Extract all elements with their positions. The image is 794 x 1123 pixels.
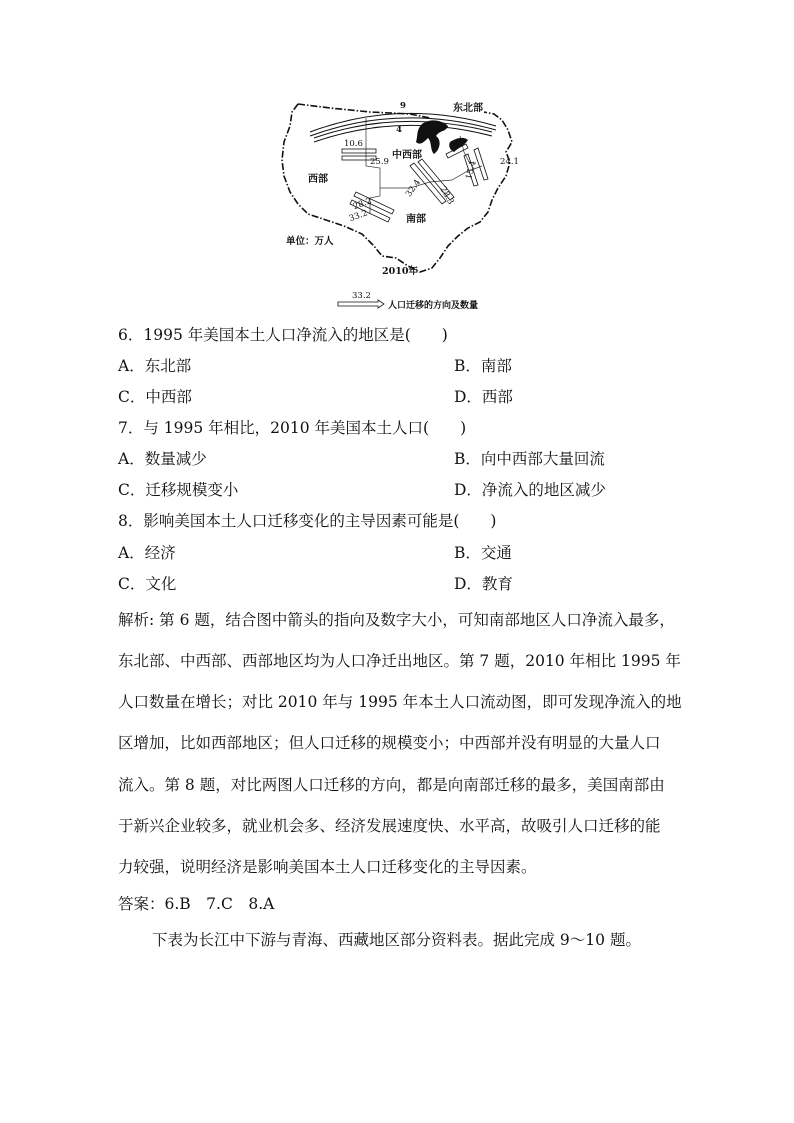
- value-32-4: 32.4: [403, 177, 424, 199]
- question-6-option-b: B．南部: [454, 357, 512, 375]
- intro-line: 下表为长江中下游与青海、西藏地区部分资料表。据此完成 9～10 题。: [152, 931, 641, 949]
- question-8-option-c: C．文化: [118, 575, 177, 593]
- value-25-9: 25.9: [370, 157, 389, 167]
- analysis-line-5: 流入。第 8 题，对比两图人口迁移的方向，都是向南部迁移的最多，美国南部由: [118, 776, 665, 794]
- question-8-stem: 8．影响美国本土人口迁移变化的主导因素可能是( ): [118, 512, 497, 530]
- region-label-northeast: 东北部: [453, 103, 483, 114]
- value-10-6: 10.6: [344, 139, 363, 149]
- analysis-line-1: 解析: 第 6 题，结合图中箭头的指向及数字大小，可知南部地区人口净流入最多，: [118, 611, 675, 629]
- value-28-2: 28.2: [351, 196, 374, 213]
- value-28-3: 28.3: [437, 185, 456, 207]
- value-24-1: 24.1: [500, 157, 519, 167]
- value-33-2: 33.2: [347, 208, 370, 225]
- value-4: 4: [396, 125, 402, 135]
- unit-label: 单位：万人: [286, 236, 334, 247]
- great-lakes-east: [449, 138, 468, 152]
- question-6-option-a: A．东北部: [118, 357, 192, 375]
- arrow-west-midwest-1: [342, 149, 376, 153]
- question-7-option-a: A．数量减少: [118, 450, 207, 468]
- legend-text: 人口迁移的方向及数量: [388, 301, 479, 311]
- migration-map-figure: [270, 96, 530, 314]
- question-7-stem: 7．与 1995 年相比，2010 年美国本土人口( ): [118, 419, 467, 437]
- answer-line: 答案：6.B 7.C 8.A: [118, 895, 275, 913]
- question-7-option-d: D．净流入的地区减少: [454, 481, 606, 499]
- year-label: 2010年: [382, 266, 418, 277]
- us-north-border: [298, 104, 430, 118]
- analysis-line-2: 东北部、中西部、西部地区均为人口净迁出地区。第 7 题，2010 年相比 1995 年: [118, 652, 681, 670]
- legend-value: 33.2: [352, 291, 371, 301]
- legend-arrow: [338, 300, 384, 308]
- question-8-option-b: B．交通: [454, 544, 512, 562]
- value-15-4: 15.4: [464, 159, 479, 181]
- question-6-option-c: C．中西部: [118, 388, 192, 406]
- region-label-south: 南部: [406, 214, 426, 225]
- question-7-option-c: C．迁移规模变小: [118, 481, 239, 499]
- question-7-option-b: B．向中西部大量回流: [454, 450, 605, 468]
- question-6-stem: 6．1995 年美国本土人口净流入的地区是( ): [118, 326, 448, 344]
- region-label-midwest: 中西部: [392, 150, 422, 161]
- analysis-line-3: 人口数量在增长；对比 2010 年与 1995 年本土人口流动图，即可发现净流入的地: [118, 693, 682, 711]
- question-6-option-d: D．西部: [454, 388, 513, 406]
- analysis-line-4: 区增加，比如西部地区；但人口迁移的规模变小；中西部并没有明显的大量人口: [118, 734, 661, 752]
- analysis-line-6: 于新兴企业较多，就业机会多、经济发展速度快、水平高，故吸引人口迁移的能: [118, 817, 661, 835]
- arc-arrow-top: [310, 113, 496, 132]
- region-label-west: 西部: [308, 174, 328, 185]
- question-8-option-a: A．经济: [118, 544, 176, 562]
- migration-map: [270, 96, 530, 314]
- value-9: 9: [400, 101, 406, 111]
- analysis-line-7: 力较强，说明经济是影响美国本土人口迁移变化的主导因素。: [118, 858, 537, 876]
- question-8-option-d: D．教育: [454, 575, 513, 593]
